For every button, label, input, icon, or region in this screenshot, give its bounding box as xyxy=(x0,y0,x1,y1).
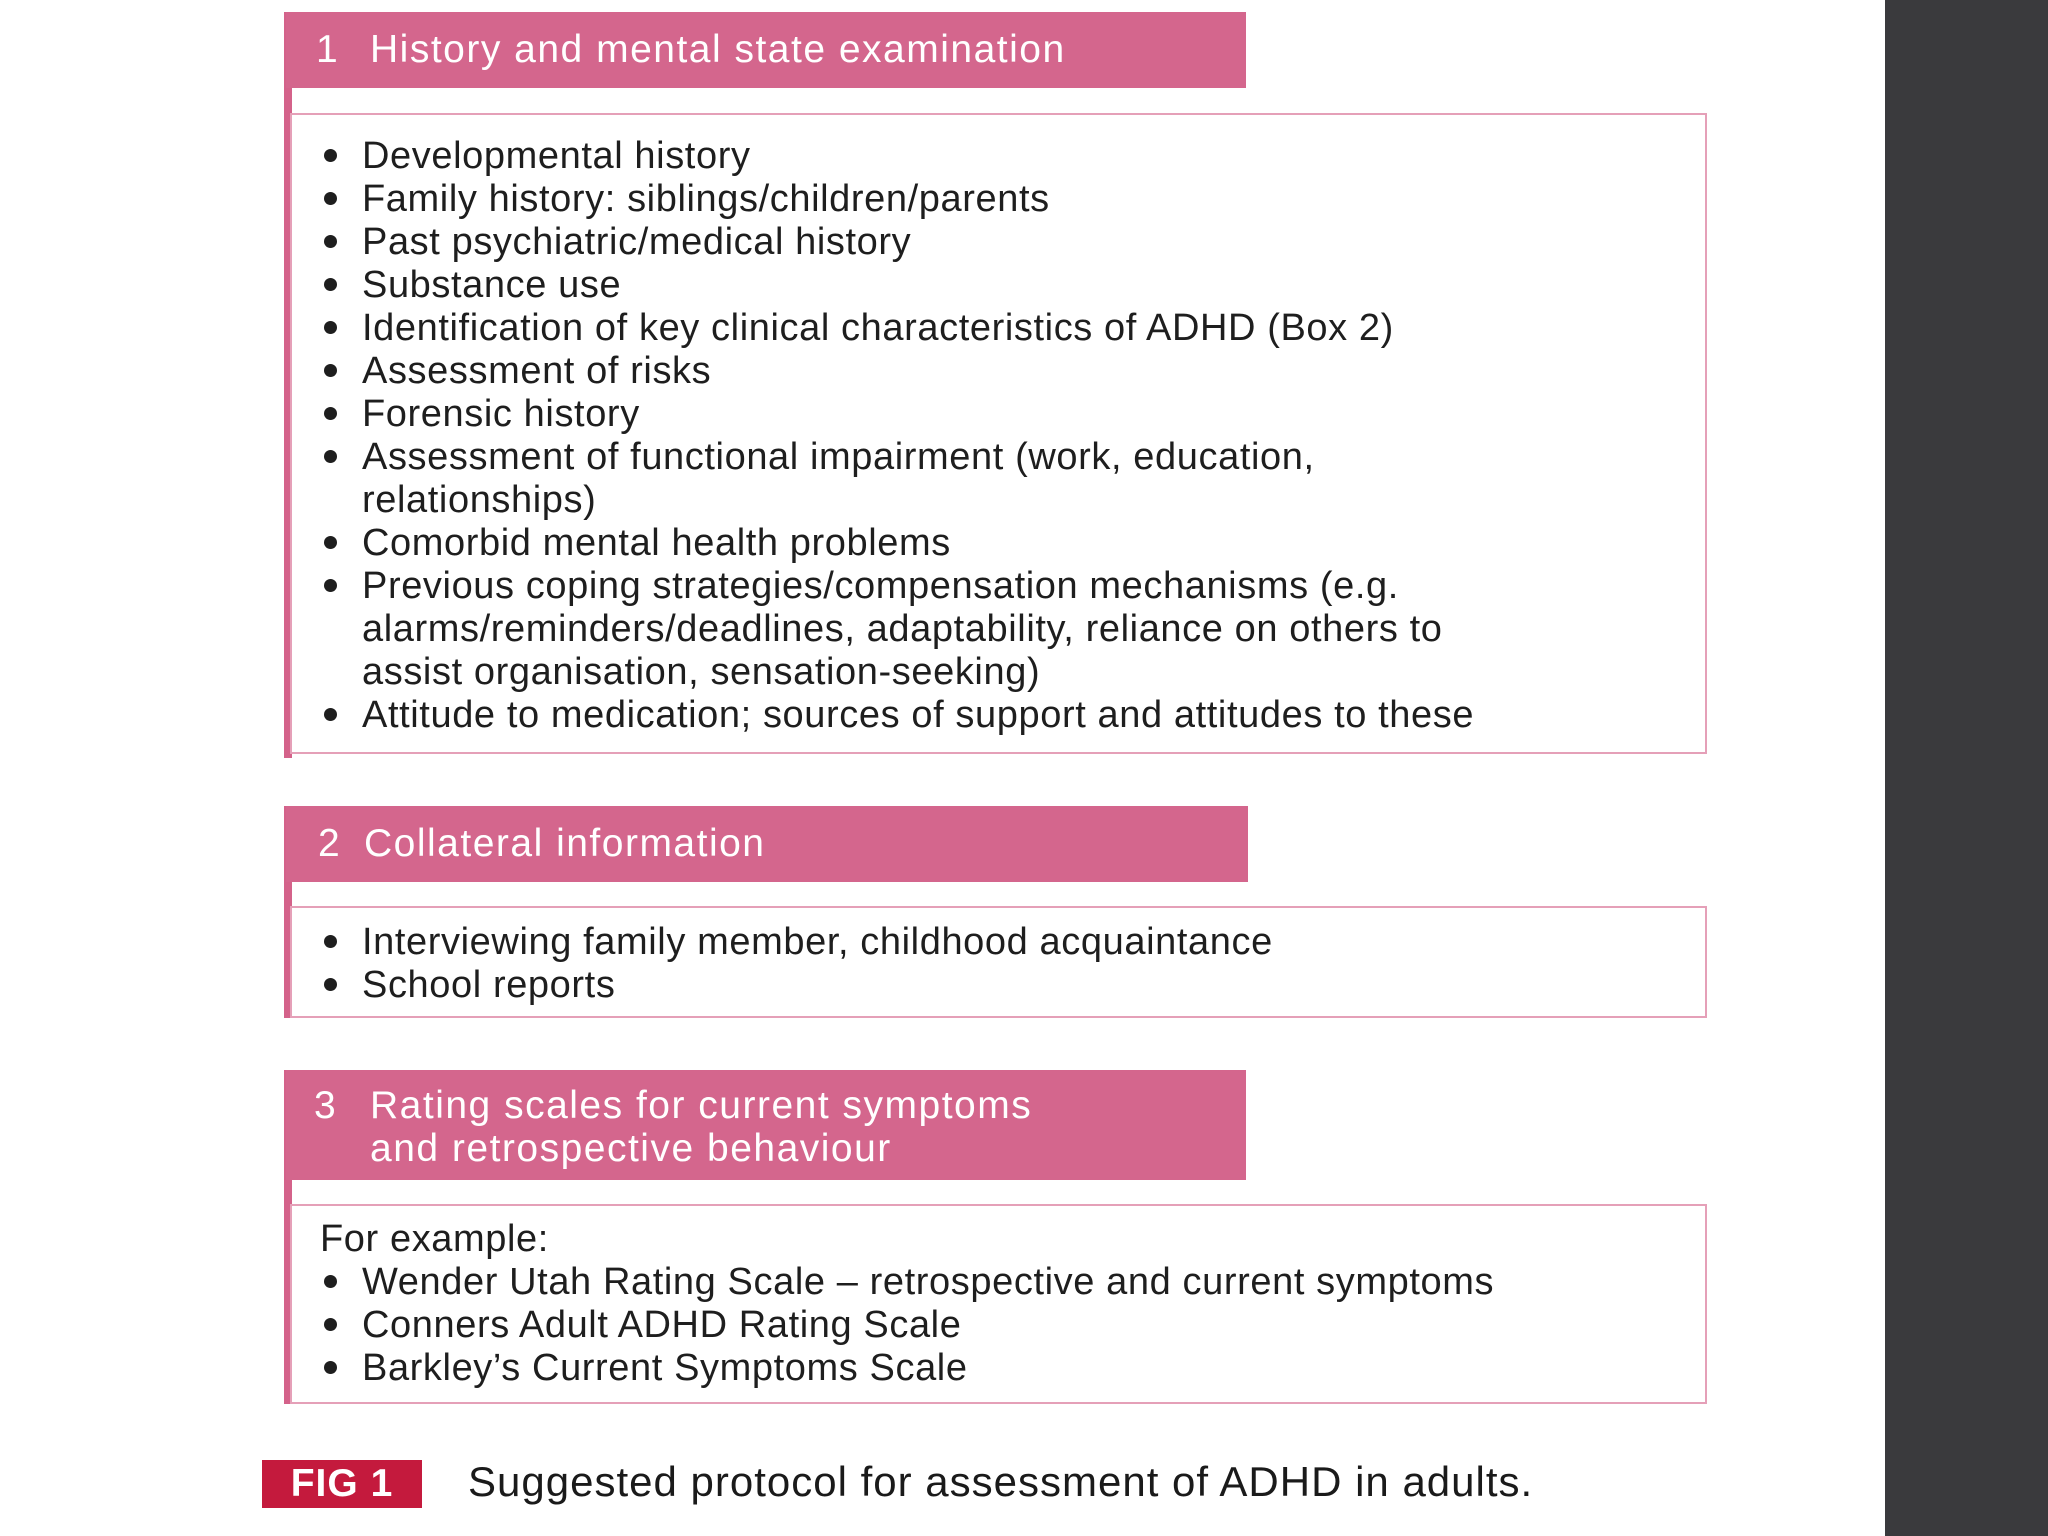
list-item-continuation xyxy=(292,608,1705,651)
list-item-text: Forensic history xyxy=(362,393,640,435)
list-item-text: Developmental history xyxy=(362,135,751,177)
section-1-box xyxy=(290,113,1707,754)
caption-text: Suggested protocol for assessment of ADHD in adults. xyxy=(468,1458,1534,1505)
list-item-text: Previous coping strategies/compensation mechanisms (e.g. xyxy=(362,565,1399,607)
section-1-header xyxy=(286,12,1246,88)
bullet-icon xyxy=(324,321,337,334)
bullet-icon xyxy=(324,708,337,721)
list-item xyxy=(292,393,1705,436)
bullet-icon xyxy=(324,978,337,991)
section-3-header xyxy=(286,1070,1246,1180)
list-item-text: assist organisation, sensation-seeking) xyxy=(362,651,1041,693)
list-item-text: Barkley’s Current Symptoms Scale xyxy=(362,1347,968,1389)
list-item-text: relationships) xyxy=(362,479,597,521)
list-item xyxy=(292,221,1705,264)
bullet-icon xyxy=(324,1361,337,1374)
bullet-icon xyxy=(324,1275,337,1288)
section-number: 2 xyxy=(318,822,342,865)
list-item xyxy=(292,178,1705,221)
list-item-continuation xyxy=(292,479,1705,522)
list-item-text: Identification of key clinical characteristics of ADHD (Box 2) xyxy=(362,307,1394,349)
list-item-text: Past psychiatric/medical history xyxy=(362,221,912,263)
list-item xyxy=(292,436,1705,479)
section-3-list xyxy=(292,1261,1705,1390)
list-item xyxy=(292,921,1705,964)
section-title-line-1: Rating scales for current symptoms xyxy=(370,1084,1033,1127)
bullet-icon xyxy=(324,1318,337,1331)
list-item-text: School reports xyxy=(362,964,616,1006)
list-item xyxy=(292,964,1705,1007)
list-item-text: Attitude to medication; sources of support and attitudes to these xyxy=(362,694,1475,736)
list-item-text: Comorbid mental health problems xyxy=(362,522,951,564)
list-item-text: Family history: siblings/children/parents xyxy=(362,178,1050,220)
bullet-icon xyxy=(324,536,337,549)
list-item xyxy=(292,307,1705,350)
figure-caption xyxy=(262,1456,1762,1512)
bullet-icon xyxy=(324,450,337,463)
section-2-list xyxy=(292,921,1705,1007)
section-number: 1 xyxy=(316,28,340,71)
bullet-icon xyxy=(324,149,337,162)
bullet-icon xyxy=(324,407,337,420)
section-title-line-2: and retrospective behaviour xyxy=(370,1127,892,1170)
bullet-icon xyxy=(324,235,337,248)
list-item-text: Interviewing family member, childhood acquaintance xyxy=(362,921,1273,963)
side-panel xyxy=(1885,0,2048,1536)
list-item xyxy=(292,1304,1705,1347)
list-item xyxy=(292,694,1705,737)
section-number: 3 xyxy=(314,1084,338,1127)
section-3-lead-text: For example: xyxy=(320,1218,549,1260)
bullet-icon xyxy=(324,278,337,291)
list-item-text: Conners Adult ADHD Rating Scale xyxy=(362,1304,962,1346)
list-item xyxy=(292,565,1705,608)
bullet-icon xyxy=(324,935,337,948)
section-1-list xyxy=(292,135,1705,737)
section-3-box xyxy=(290,1204,1707,1404)
list-item-text: Wender Utah Rating Scale – retrospective and current symptoms xyxy=(362,1261,1495,1303)
list-item-text: alarms/reminders/deadlines, adaptability, reliance on others to xyxy=(362,608,1443,650)
list-item-text: Substance use xyxy=(362,264,622,306)
figure-label: FIG 1 xyxy=(262,1460,422,1508)
section-2-header xyxy=(286,806,1248,882)
list-item xyxy=(292,1347,1705,1390)
section-title: History and mental state examination xyxy=(370,28,1066,71)
list-item xyxy=(292,264,1705,307)
bullet-icon xyxy=(324,364,337,377)
section-2-box xyxy=(290,906,1707,1018)
list-item xyxy=(292,350,1705,393)
bullet-icon xyxy=(324,192,337,205)
list-item xyxy=(292,1261,1705,1304)
list-item xyxy=(292,135,1705,178)
section-title: Collateral information xyxy=(364,822,766,865)
bullet-icon xyxy=(324,579,337,592)
list-item-text: Assessment of risks xyxy=(362,350,712,392)
list-item-continuation xyxy=(292,651,1705,694)
list-item-text: Assessment of functional impairment (work, education, xyxy=(362,436,1315,478)
list-item xyxy=(292,522,1705,565)
